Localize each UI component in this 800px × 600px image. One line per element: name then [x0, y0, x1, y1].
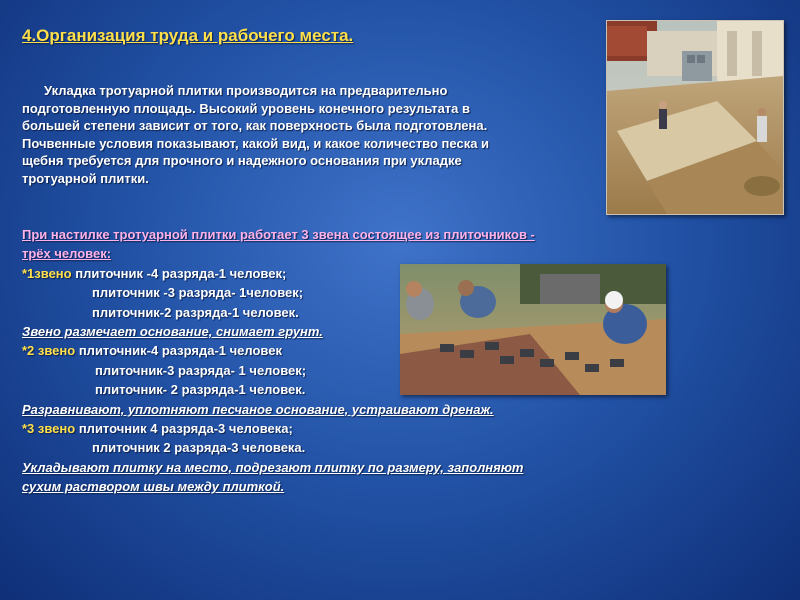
crew3-task-continued: сухим раствором швы между плиткой.	[22, 479, 285, 495]
crew3-member: плиточник 2 разряда-3 человека.	[92, 440, 306, 456]
intro-line: подготовленную площадь. Высокий уровень конечного результата в	[22, 100, 471, 116]
crew3-member: плиточник 4 разряда-3 человека;	[75, 421, 293, 437]
intro-line: Укладка тротуарной плитки производится на предварительно	[44, 83, 448, 98]
intro-line: большей степени зависит от того, как поверхность была подготовлена.	[22, 118, 488, 134]
intro-line: Почвенные условия показывают, какой вид, и какое количество песка и	[22, 135, 490, 151]
crew2-task: Разравнивают, уплотняют песчаное основание, устраивают дренаж.	[22, 401, 494, 417]
crew1-label: *1звено	[22, 265, 72, 281]
crew2-member: плиточник-4 разряда-1 человек	[75, 343, 282, 359]
crew1-member: плиточник-2 разряда-1 человек.	[92, 304, 299, 320]
crew1-member: плиточник -4 разряда-1 человек;	[71, 265, 287, 281]
crew2-member: плиточник- 2 разряда-1 человек.	[95, 382, 306, 398]
crew2-label: *2 звено	[22, 343, 76, 359]
site-preparation-photo	[606, 20, 784, 215]
intro-line: тротуарной плитки.	[22, 170, 149, 186]
intro-line: щебня требуется для прочного и надежного основания при укладке	[22, 153, 462, 169]
crew1-task: Звено размечает основание, снимает грунт.	[22, 324, 323, 340]
crew-heading-continued: трёх человек:	[22, 246, 112, 262]
crew3-label: *3 звено	[22, 421, 76, 437]
crew2-member: плиточник-3 разряда- 1 человек;	[95, 362, 307, 378]
crew3-task: Укладывают плитку на место, подрезают плитку по размеру, заполняют	[22, 459, 524, 475]
crew1-line	[22, 264, 732, 283]
intro-paragraph	[22, 82, 587, 188]
crew3-line	[22, 419, 732, 438]
crew2-line	[22, 341, 732, 360]
slide-title: 4.Организация труда и рабочего места.	[22, 26, 354, 45]
crew-heading: При настилке тротуарной плитки работает 3 звена состоящее из плиточников -	[22, 227, 535, 242]
crew-description	[22, 225, 732, 497]
site-preparation-image	[607, 21, 783, 214]
crew1-member: плиточник -3 разряда- 1человек;	[92, 285, 304, 301]
